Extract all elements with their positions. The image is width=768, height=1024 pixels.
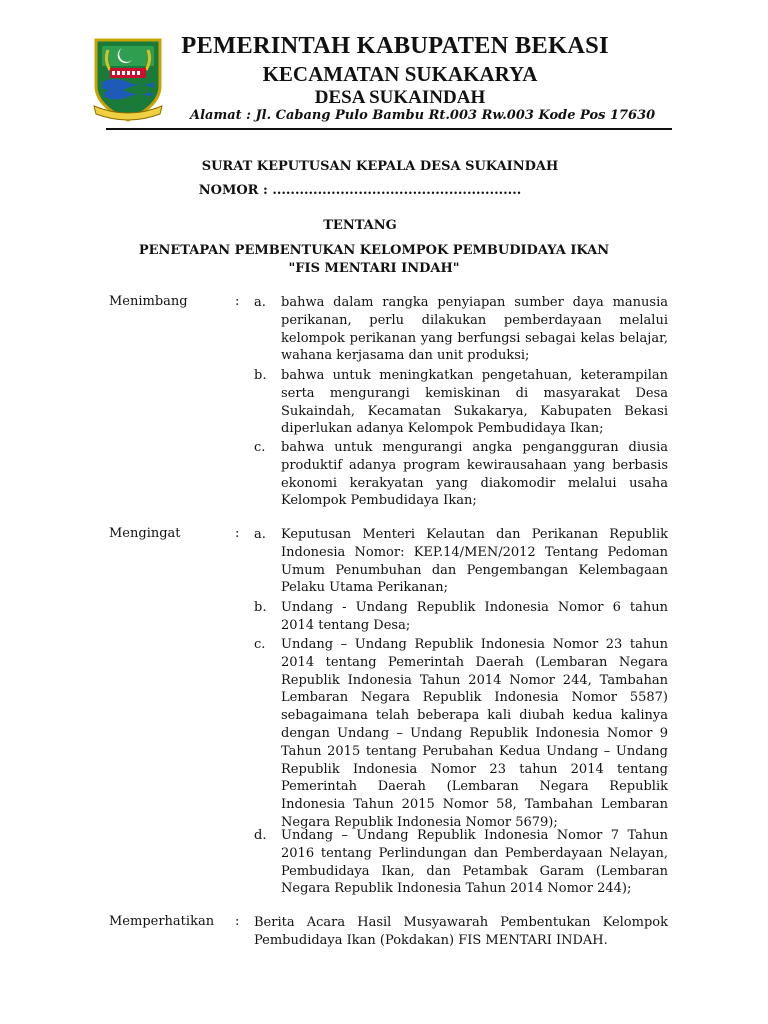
decree-subject-line2: "FIS MENTARI INDAH" bbox=[288, 261, 460, 276]
item-text: bahwa dalam rangka penyiapan sumber daya manusia perikanan, perlu dilakukan pemberdayaan melalui kelompok perikanan yang berfungsi sebagai kelas belajar, wahana kerjasama dan unit produksi; bbox=[281, 295, 668, 364]
mengingat-label: Mengingat bbox=[109, 526, 181, 541]
item-text: Keputusan Menteri Kelautan dan Perikanan Republik Indonesia Nomor: KEP.14/MEN/2012 Tentang Pedoman Umum Penumbuhan dan Pengembangan Kelembagaan Pelaku Utama Perikanan; bbox=[281, 527, 668, 596]
mengingat-colon: : bbox=[235, 526, 240, 541]
item-letter: b. bbox=[254, 368, 267, 383]
item-text: bahwa untuk mengurangi angka pengangguran diusia produktif adanya program kewirausahaan yang berbasis ekonomi kerakyatan yang diakomodir melalui usaha Kelompok Pembudidaya Ikan; bbox=[281, 440, 668, 509]
menimbang-colon: : bbox=[235, 294, 240, 309]
mengingat-item bbox=[254, 599, 668, 635]
mengingat-item bbox=[254, 636, 668, 832]
item-text: Undang – Undang Republik Indonesia Nomor 23 tahun 2014 tentang Pemerintah Daerah (Lembaran Negara Republik Indonesia Tahun 2014 Nomor 244, Tambahan Lembaran Negara Republik Indonesia Nomor 5587) sebagaimana telah beberapa kali diubah kedua kalinya dengan Undang – Undang Republik Indonesia Nomor 9 Tahun 2015 tentang Perubahan Kedua Undang – Undang Republik Indonesia Nomor 23 tahun 2014 tentang Pemerintah Daerah (Lembaran Negara Republik Indonesia Tahun 2015 Nomor 58, Tambahan Lembaran Negara Republik Indonesia Nomor 5679); bbox=[281, 637, 668, 830]
mengingat-item bbox=[254, 827, 668, 898]
item-letter: a. bbox=[254, 527, 266, 542]
memperhatikan-colon: : bbox=[235, 914, 240, 929]
letterhead-divider bbox=[106, 128, 672, 130]
letterhead-village: DESA SUKAINDAH bbox=[314, 87, 486, 108]
decree-title: SURAT KEPUTUSAN KEPALA DESA SUKAINDAH bbox=[201, 159, 559, 174]
item-letter: a. bbox=[254, 295, 266, 310]
letterhead-district: KECAMATAN SUKAKARYA bbox=[262, 62, 538, 86]
letterhead-address: Alamat : Jl. Cabang Pulo Bambu Rt.003 Rw.003 Kode Pos 17630 bbox=[190, 108, 656, 123]
item-letter: c. bbox=[254, 440, 266, 455]
item-letter: b. bbox=[254, 600, 267, 615]
decree-about: TENTANG bbox=[323, 218, 397, 233]
menimbang-item bbox=[254, 294, 668, 365]
bekasi-regency-emblem-icon bbox=[92, 36, 164, 124]
menimbang-item bbox=[254, 367, 668, 438]
item-text: Undang – Undang Republik Indonesia Nomor 7 Tahun 2016 tentang Perlindungan dan Pemberdayaan Nelayan, Pembudidaya Ikan, dan Petambak Garam (Lembaran Negara Republik Indonesia Tahun 2014 Nomor 244); bbox=[281, 828, 668, 897]
item-letter: c. bbox=[254, 637, 266, 652]
memperhatikan-text: Berita Acara Hasil Musyawarah Pembentukan Kelompok Pembudidaya Ikan (Pokdakan) FIS MENTARI INDAH. bbox=[254, 915, 668, 948]
decree-number: NOMOR : ....................................................... bbox=[198, 183, 522, 198]
mengingat-item bbox=[254, 526, 668, 597]
menimbang-item bbox=[254, 439, 668, 510]
memperhatikan-label: Memperhatikan bbox=[109, 914, 215, 929]
item-text: bahwa untuk meningkatkan pengetahuan, keterampilan serta mengurangi kemiskinan di masyarakat Desa Sukaindah, Kecamatan Sukakarya, Kabupaten Bekasi diperlukan adanya Kelompok Pembudidaya Ikan; bbox=[281, 368, 668, 437]
letterhead-government: PEMERINTAH KABUPATEN BEKASI bbox=[181, 32, 609, 59]
menimbang-label: Menimbang bbox=[109, 294, 188, 309]
decree-subject-line1: PENETAPAN PEMBENTUKAN KELOMPOK PEMBUDIDAYA IKAN bbox=[138, 243, 610, 258]
item-text: Undang - Undang Republik Indonesia Nomor 6 tahun 2014 tentang Desa; bbox=[281, 600, 668, 633]
item-letter: d. bbox=[254, 828, 267, 843]
